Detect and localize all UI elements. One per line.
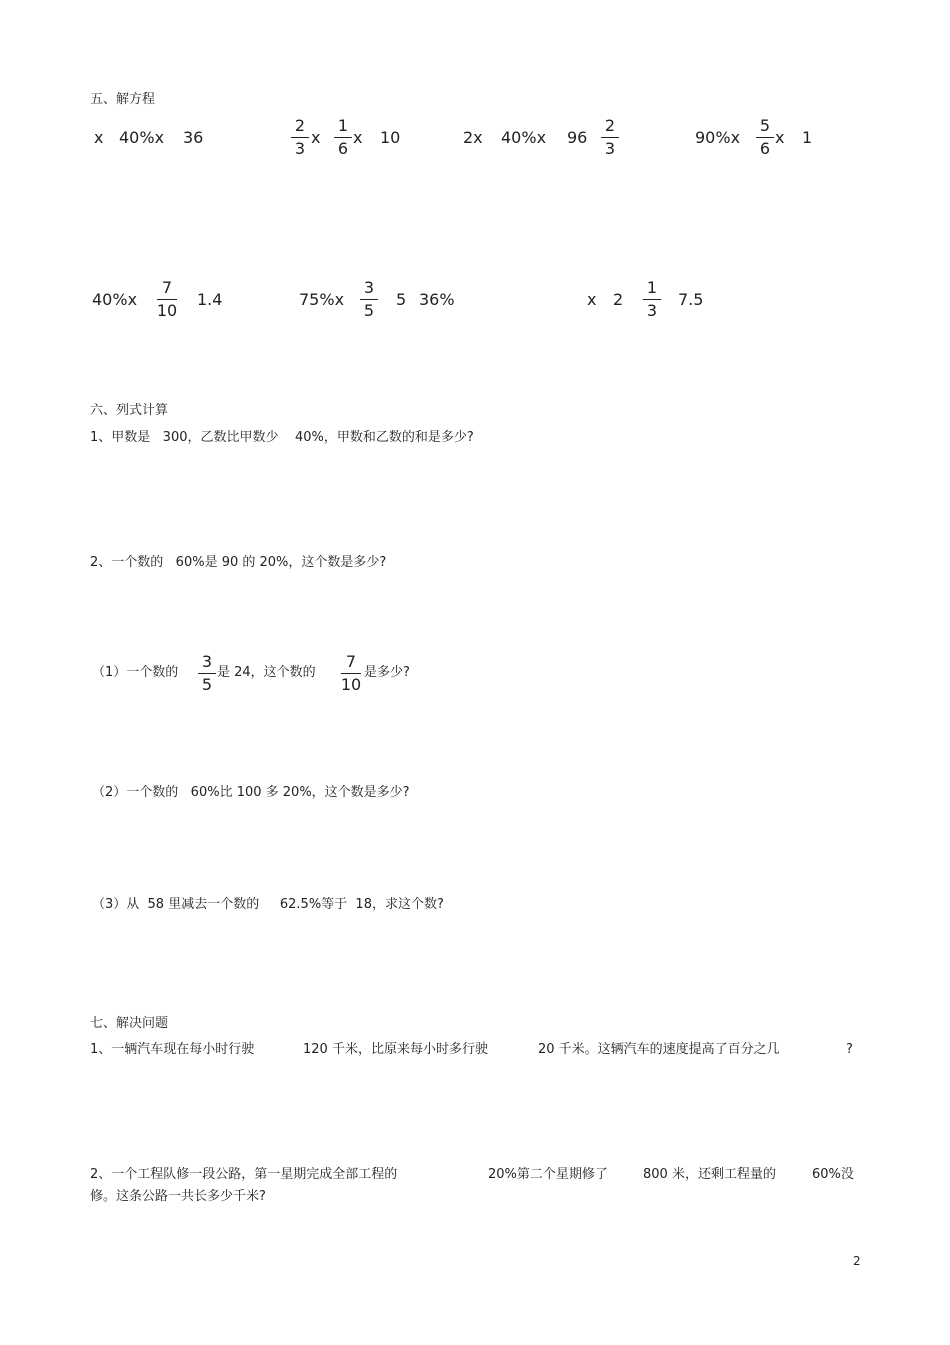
eq7-fraction: 1 3 <box>641 280 663 319</box>
section6-subquestion-3: （3）从 58 里减去一个数的 62.5%等于 18，求这个数? <box>92 897 444 912</box>
eq1-x: x <box>94 128 104 147</box>
eq3-value: 96 <box>567 128 588 147</box>
eq7-result: 7.5 <box>678 290 704 309</box>
s7q1-part-c: 20 千米。这辆汽车的速度提高了百分之几 <box>538 1042 780 1057</box>
eq2-fraction-1: 2 3 <box>289 118 311 157</box>
sub1-text-c: 是多少? <box>364 665 410 680</box>
s7q2-part-a: 2、一个工程队修一段公路，第一星期完成全部工程的 <box>90 1167 398 1182</box>
eq4-fraction: 5 6 <box>754 118 776 157</box>
eq2-x2: x <box>353 128 363 147</box>
section6-subquestion-2: （2）一个数的 60%比 100 多 20%，这个数是多少? <box>92 785 410 800</box>
s7q1-part-a: 1、一辆汽车现在每小时行驶 <box>90 1042 255 1057</box>
eq5-result: 1.4 <box>197 290 223 309</box>
eq1-term: 40%x <box>119 128 165 147</box>
eq6-term: 75%x <box>299 290 345 309</box>
s7q2-part-b: 20%第二个星期修了 <box>488 1167 608 1182</box>
eq4-term: 90%x <box>695 128 741 147</box>
s7q1-part-b: 120 千米，比原来每小时多行驶 <box>303 1042 488 1057</box>
sub1-fraction-2: 7 10 <box>340 652 362 694</box>
eq3-fraction: 2 3 <box>599 118 621 157</box>
s7q2-part-e: 修。这条公路一共长多少千米? <box>90 1189 266 1204</box>
eq7-x: x <box>587 290 597 309</box>
eq2-x1: x <box>311 128 321 147</box>
eq5-term: 40%x <box>92 290 138 309</box>
s7q2-part-c: 800 米，还剩工程量的 <box>643 1167 776 1182</box>
eq1-result: 36 <box>183 128 204 147</box>
s7q2-part-d: 60%没 <box>812 1167 854 1182</box>
eq2-fraction-2: 1 6 <box>332 118 354 157</box>
sub1-text-a: （1）一个数的 <box>92 665 179 680</box>
eq4-x: x <box>775 128 785 147</box>
section-five-title: 五、解方程 <box>90 92 156 107</box>
eq6-fraction: 3 5 <box>358 280 380 319</box>
eq6-value: 5 <box>396 290 407 309</box>
section-seven-title: 七、解决问题 <box>90 1016 169 1031</box>
eq3-2x: 2x <box>463 128 483 147</box>
section6-question-1: 1、甲数是 300，乙数比甲数少 40%，甲数和乙数的和是多少? <box>90 430 474 445</box>
sub1-fraction-1: 3 5 <box>196 654 218 693</box>
eq7-value: 2 <box>613 290 624 309</box>
page-number: 2 <box>853 1254 861 1268</box>
eq6-result: 36% <box>419 290 455 309</box>
section6-question-2: 2、一个数的 60%是 90 的 20%，这个数是多少? <box>90 555 387 570</box>
eq5-fraction: 7 10 <box>156 278 178 320</box>
section-six-title: 六、列式计算 <box>90 403 169 418</box>
sub1-text-b: 是 24，这个数的 <box>217 665 316 680</box>
eq4-result: 1 <box>802 128 813 147</box>
eq3-term: 40%x <box>501 128 547 147</box>
s7q1-part-d: ? <box>846 1042 853 1057</box>
eq2-result: 10 <box>380 128 401 147</box>
